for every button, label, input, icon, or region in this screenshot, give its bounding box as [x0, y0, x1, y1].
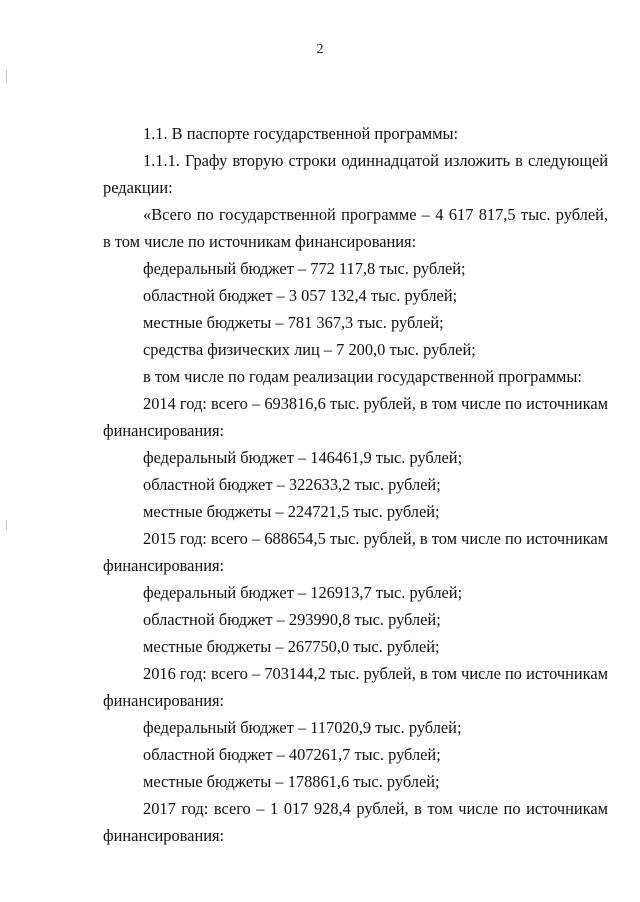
- page-number: 2: [316, 42, 324, 57]
- paragraph-year-2016: 2016 год: всего – 703144,2 тыс. рублей, в том числе по источникам финансирования:: [103, 664, 608, 710]
- list-item: местные бюджеты – 178861,6 тыс. рублей;: [143, 772, 440, 791]
- paragraph-year-2017: 2017 год: всего – 1 017 928,4 рублей, в том числе по источникам финансирования:: [103, 799, 608, 845]
- list-item: федеральный бюджет – 117020,9 тыс. рублей;: [143, 718, 462, 737]
- scan-edge-mark: [6, 70, 7, 84]
- list-item: местные бюджеты – 781 367,3 тыс. рублей;: [143, 313, 444, 332]
- paragraph-year-2014: 2014 год: всего – 693816,6 тыс. рублей, в том числе по источникам финансирования:: [103, 394, 608, 440]
- paragraph-instruction: 1.1.1. Графу вторую строки одиннадцатой изложить в следующей редакции:: [103, 151, 608, 197]
- list-item: местные бюджеты – 267750,0 тыс. рублей;: [143, 637, 440, 656]
- paragraph-total: «Всего по государственной программе – 4 617 817,5 тыс. рублей, в том числе по источникам финансирования:: [103, 205, 608, 251]
- list-item: федеральный бюджет – 146461,9 тыс. рублей;: [143, 448, 463, 467]
- paragraph-section-heading: 1.1. В паспорте государственной программы:: [143, 124, 459, 143]
- list-item: федеральный бюджет – 126913,7 тыс. рублей;: [143, 583, 463, 602]
- document-body: [103, 120, 608, 849]
- paragraph-year-2015: 2015 год: всего – 688654,5 тыс. рублей, в том числе по источникам финансирования:: [103, 529, 608, 575]
- scan-edge-mark: [6, 520, 7, 530]
- list-item: местные бюджеты – 224721,5 тыс. рублей;: [143, 502, 440, 521]
- list-item: областной бюджет – 407261,7 тыс. рублей;: [143, 745, 441, 764]
- list-item: областной бюджет – 3 057 132,4 тыс. рублей;: [143, 286, 458, 305]
- paragraph-by-years: в том числе по годам реализации государственной программы:: [143, 367, 582, 386]
- list-item: областной бюджет – 293990,8 тыс. рублей;: [143, 610, 441, 629]
- list-item: средства физических лиц – 7 200,0 тыс. рублей;: [143, 340, 476, 359]
- list-item: федеральный бюджет – 772 117,8 тыс. рублей;: [143, 259, 466, 278]
- list-item: областной бюджет – 322633,2 тыс. рублей;: [143, 475, 441, 494]
